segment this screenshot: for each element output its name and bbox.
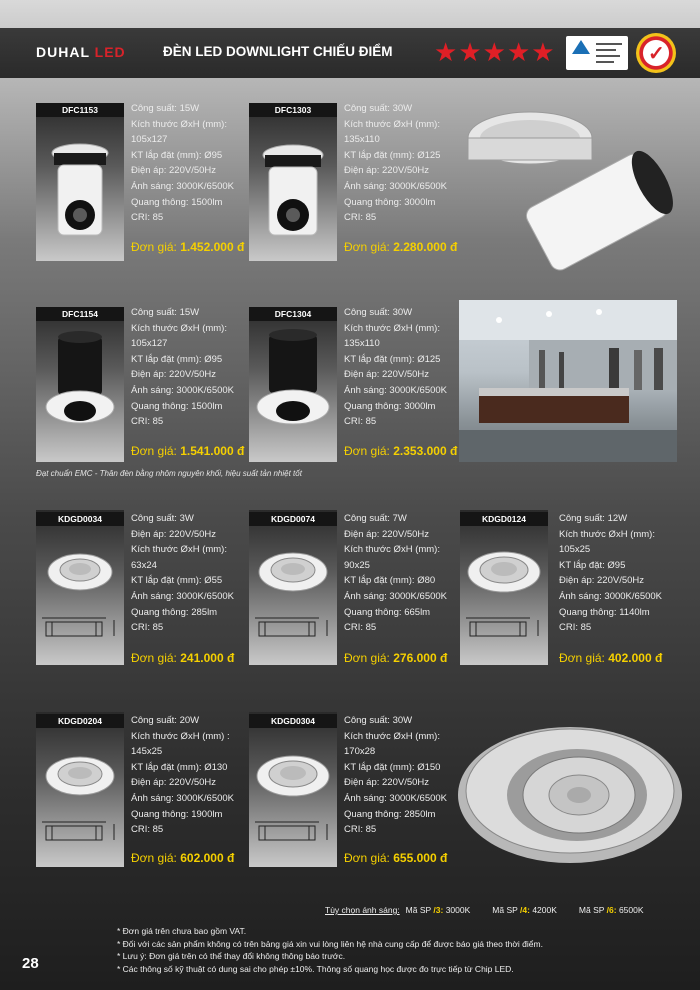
product-photo-kdgd0304 — [249, 712, 337, 867]
product-specs: Công suất: 7W Điện áp: 220V/50Hz Kích thước ØxH (mm): 90x25 KT lắp đặt (mm): Ø80 Ánh sáng: 3000K/6500K Quang thông: 665lm CRI: 85 — [344, 513, 448, 634]
light-option: Mã SP /4: 4200K — [492, 905, 557, 915]
product-code: DFC1303 — [249, 103, 337, 117]
product-photo-dfc1304 — [249, 307, 337, 462]
product-price: Đơn giá: 1.452.000 đ — [131, 240, 245, 254]
brand-main: DUHAL — [36, 44, 90, 60]
rating-stars — [434, 38, 555, 66]
product-code: KDGD0074 — [249, 512, 337, 526]
product-price: Đơn giá: 276.000 đ — [344, 651, 448, 665]
light-options-label: Tùy chọn ánh sáng: — [325, 905, 400, 915]
product-specs: Công suất: 15W Kích thước ØxH (mm): 105x127 KT lắp đặt (mm): Ø95 Điện áp: 220V/50Hz Ánh sáng: 3000K/6500K Quang thông: 1500lm CRI: 85 — [131, 103, 235, 224]
product-price: Đơn giá: 2.353.000 đ — [344, 444, 458, 458]
star-icon: ★ — [531, 37, 555, 67]
product-code: KDGD0034 — [36, 512, 124, 526]
brand-accent: LED — [94, 44, 126, 60]
product-price: Đơn giá: 241.000 đ — [131, 651, 235, 665]
page-header — [0, 28, 700, 78]
product-photo-kdgd0074 — [249, 510, 337, 665]
footnote: * Lưu ý: Đơn giá trên có thể thay đổi không thông báo trước. — [117, 951, 346, 961]
management-system-cert-icon — [566, 36, 628, 70]
product-specs: Công suất: 30W Kích thước ØxH (mm): 135x110 KT lắp đặt (mm): Ø125 Điện áp: 220V/50Hz Ánh sáng: 3000K/6500K Quang thông: 3000lm CRI: 85 — [344, 307, 448, 428]
product-specs: Công suất: 30W Kích thước ØxH (mm): 170x28 KT lắp đặt (mm): Ø150 Điện áp: 220V/50Hz Ánh sáng: 3000K/6500K Quang thông: 2850lm CRI: 85 — [344, 715, 448, 836]
product-code: DFC1304 — [249, 307, 337, 321]
page-title: ĐÈN LED DOWNLIGHT CHIẾU ĐIỂM — [163, 44, 393, 59]
product-photo-kdgd0124 — [460, 510, 548, 665]
product-code: KDGD0124 — [460, 512, 548, 526]
product-specs: Công suất: 12W Kích thước ØxH (mm): 105x25 KT lắp đặt: Ø95 Điện áp: 220V/50Hz Ánh sáng: 3000K/6500K Quang thông: 1140lm CRI: 85 — [559, 513, 663, 634]
light-options — [325, 905, 644, 915]
product-code: DFC1154 — [36, 307, 124, 321]
product-price: Đơn giá: 1.541.000 đ — [131, 444, 245, 458]
product-photo-dfc1153 — [36, 103, 124, 261]
product-code: KDGD0304 — [249, 714, 337, 728]
brand-logo — [36, 44, 126, 60]
product-price: Đơn giá: 655.000 đ — [344, 851, 448, 865]
product-code: DFC1153 — [36, 103, 124, 117]
store-interior-photo — [459, 300, 677, 462]
footnote: * Đơn giá trên chưa bao gồm VAT. — [117, 926, 247, 936]
product-photo-dfc1154 — [36, 307, 124, 462]
star-icon: ★ — [434, 37, 458, 67]
product-price: Đơn giá: 402.000 đ — [559, 651, 663, 665]
product-specs: Công suất: 3W Điện áp: 220V/50Hz Kích thước ØxH (mm): 63x24 KT lắp đặt (mm): Ø55 Ánh sáng: 3000K/6500K Quang thông: 285lm CRI: 85 — [131, 513, 235, 634]
page-number: 28 — [22, 955, 39, 972]
star-icon: ★ — [482, 37, 506, 67]
product-specs: Công suất: 15W Kích thước ØxH (mm): 105x127 KT lắp đặt (mm): Ø95 Điện áp: 220V/50Hz Ánh sáng: 3000K/6500K Quang thông: 1500lm CRI: 85 — [131, 307, 235, 428]
emc-note: Đạt chuẩn EMC - Thân đèn bằng nhôm nguyên khối, hiệu suất tản nhiệt tốt — [36, 469, 302, 478]
product-photo-dfc1303 — [249, 103, 337, 261]
light-option: Mã SP /3: 3000K — [405, 905, 471, 915]
footnote: * Đối với các sản phẩm không có trên bảng giá xin vui lòng liên hệ nhà cung cấp để được báo giá theo thời điểm. — [117, 938, 543, 949]
product-photo-kdgd0204 — [36, 712, 124, 867]
product-photo-kdgd0034 — [36, 510, 124, 665]
star-icon: ★ — [458, 37, 482, 67]
product-code: KDGD0204 — [36, 714, 124, 728]
footnote: * Các thông số kỹ thuật có dung sai cho phép ±10%. Thông số quang học được đo trực tiếp từ Chip LED. — [117, 963, 514, 974]
footnotes — [117, 925, 543, 975]
product-specs: Công suất: 20W Kích thước ØxH (mm) : 145x25 KT lắp đặt (mm): Ø130 Điện áp: 220V/50Hz Ánh sáng: 3000K/6500K Quang thông: 1900lm CRI: 85 — [131, 715, 235, 836]
quality-vn-cert-icon: ✓ — [636, 33, 676, 73]
star-icon: ★ — [506, 37, 531, 67]
product-price: Đơn giá: 2.280.000 đ — [344, 240, 458, 254]
light-option: Mã SP /6: 6500K — [578, 905, 644, 915]
gimbal-downlight-large-image — [455, 705, 685, 875]
product-specs: Công suất: 30W Kích thước ØxH (mm): 135x110 KT lắp đặt (mm): Ø125 Điện áp: 220V/50Hz Ánh sáng: 3000K/6500K Quang thông: 3000lm CRI: 85 — [344, 103, 448, 224]
spotlight-large-image — [460, 100, 680, 280]
product-price: Đơn giá: 602.000 đ — [131, 851, 235, 865]
